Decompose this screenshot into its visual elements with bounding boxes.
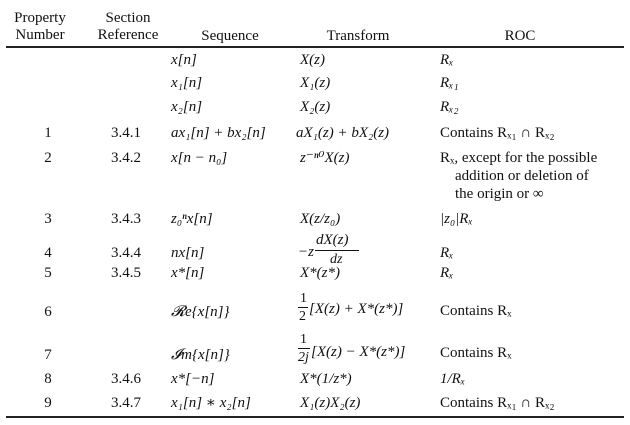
row-10-number: 8 [44, 371, 52, 387]
row-6-sequence: nx[n] [171, 245, 205, 261]
row-10-transform: X*(1/z*) [300, 371, 352, 387]
row-2-sequence: x₂[n] [171, 99, 203, 115]
row-4-roc-line-2: addition or deletion of [455, 168, 589, 184]
row-6-section: 3.4.4 [111, 245, 141, 261]
row-10-section: 3.4.6 [111, 371, 141, 387]
row-7-section: 3.4.5 [111, 265, 141, 281]
row-2-transform: X₂(z) [300, 99, 331, 115]
row-11-number: 9 [44, 395, 52, 411]
row-4-section: 3.4.2 [111, 150, 141, 166]
row-8-sequence: 𝓡e{x[n]} [171, 304, 230, 320]
row-5-sequence: z₀ⁿx[n] [171, 211, 213, 227]
row-4-roc [440, 149, 625, 203]
header-section [92, 10, 164, 44]
row-8-fraction-denominator: 2 [299, 309, 306, 324]
header-property [8, 10, 72, 44]
row-4-roc-line-3: the origin or ∞ [455, 186, 544, 202]
row-8-number: 6 [44, 304, 52, 320]
row-0-roc: Rₓ [440, 52, 454, 68]
row-11-sequence: x₁[n] ∗ x₂[n] [171, 395, 251, 411]
row-3-transform: aX₁(z) + bX₂(z) [296, 125, 390, 141]
row-3-sequence: ax₁[n] + bx₂[n] [171, 125, 266, 141]
row-0-transform: X(z) [300, 52, 325, 68]
row-11-roc: Contains Rₓ₁ ∩ Rₓ₂ [440, 395, 555, 411]
row-1-sequence: x₁[n] [171, 75, 203, 91]
row-9-transform: [X(z) − X*(z*)] [311, 344, 406, 360]
row-11-transform: X₁(z)X₂(z) [300, 395, 361, 411]
row-9-sequence: 𝓘m{x[n]} [171, 347, 230, 363]
row-8-transform: [X(z) + X*(z*)] [309, 301, 404, 317]
row-2-roc: Rₓ₂ [440, 99, 459, 115]
header-property-line2: Number [15, 27, 65, 43]
row-1-roc: Rₓ₁ [440, 75, 459, 91]
row-8-fraction-numerator: 1 [300, 291, 307, 306]
row-5-section: 3.4.3 [111, 211, 141, 227]
row-6-roc: Rₓ [440, 245, 454, 261]
row-6-number: 4 [44, 245, 52, 261]
row-9-number: 7 [44, 347, 52, 363]
header-transform: Transform [326, 28, 390, 44]
row-4-number: 2 [44, 150, 52, 166]
row-3-section: 3.4.1 [111, 125, 141, 141]
row-7-number: 5 [44, 265, 52, 281]
row-7-sequence: x*[n] [171, 265, 205, 281]
row-9-fraction-denominator: 2j [298, 350, 309, 365]
row-9-roc: Contains Rₓ [440, 345, 512, 361]
row-8-roc: Contains Rₓ [440, 303, 512, 319]
header-rule [6, 46, 624, 48]
row-4-sequence: x[n − n₀] [171, 150, 228, 166]
row-3-roc: Contains Rₓ₁ ∩ Rₓ₂ [440, 125, 555, 141]
row-5-roc: |z₀|Rₓ [440, 211, 473, 227]
bottom-rule [6, 416, 624, 418]
row-4-transform: z⁻ⁿ⁰X(z) [300, 150, 350, 166]
row-7-transform: X*(z*) [300, 265, 340, 281]
row-5-number: 3 [44, 211, 52, 227]
header-roc: ROC [504, 28, 536, 44]
row-11-section: 3.4.7 [111, 395, 141, 411]
header-section-line2: Reference [97, 27, 159, 43]
row-10-roc: 1/Rₓ [440, 371, 466, 387]
header-section-line1: Section [105, 10, 151, 26]
header-property-line1: Property [14, 10, 66, 26]
row-1-transform: X₁(z) [300, 75, 331, 91]
header-sequence: Sequence [201, 28, 259, 44]
row-3-number: 1 [44, 125, 52, 141]
row-5-transform: X(z/z₀) [300, 211, 341, 227]
row-4-roc-line-1: Rₓ, except for the possible [440, 150, 598, 166]
row-6-transform-numerator: dX(z) [316, 232, 349, 248]
row-0-sequence: x[n] [171, 52, 197, 68]
row-7-roc: Rₓ [440, 265, 454, 281]
row-6-transform-denominator: dz [330, 252, 343, 267]
row-9-fraction-numerator: 1 [300, 332, 307, 347]
row-6-transform-prefix: −z [298, 244, 314, 260]
row-10-sequence: x*[−n] [171, 371, 215, 387]
